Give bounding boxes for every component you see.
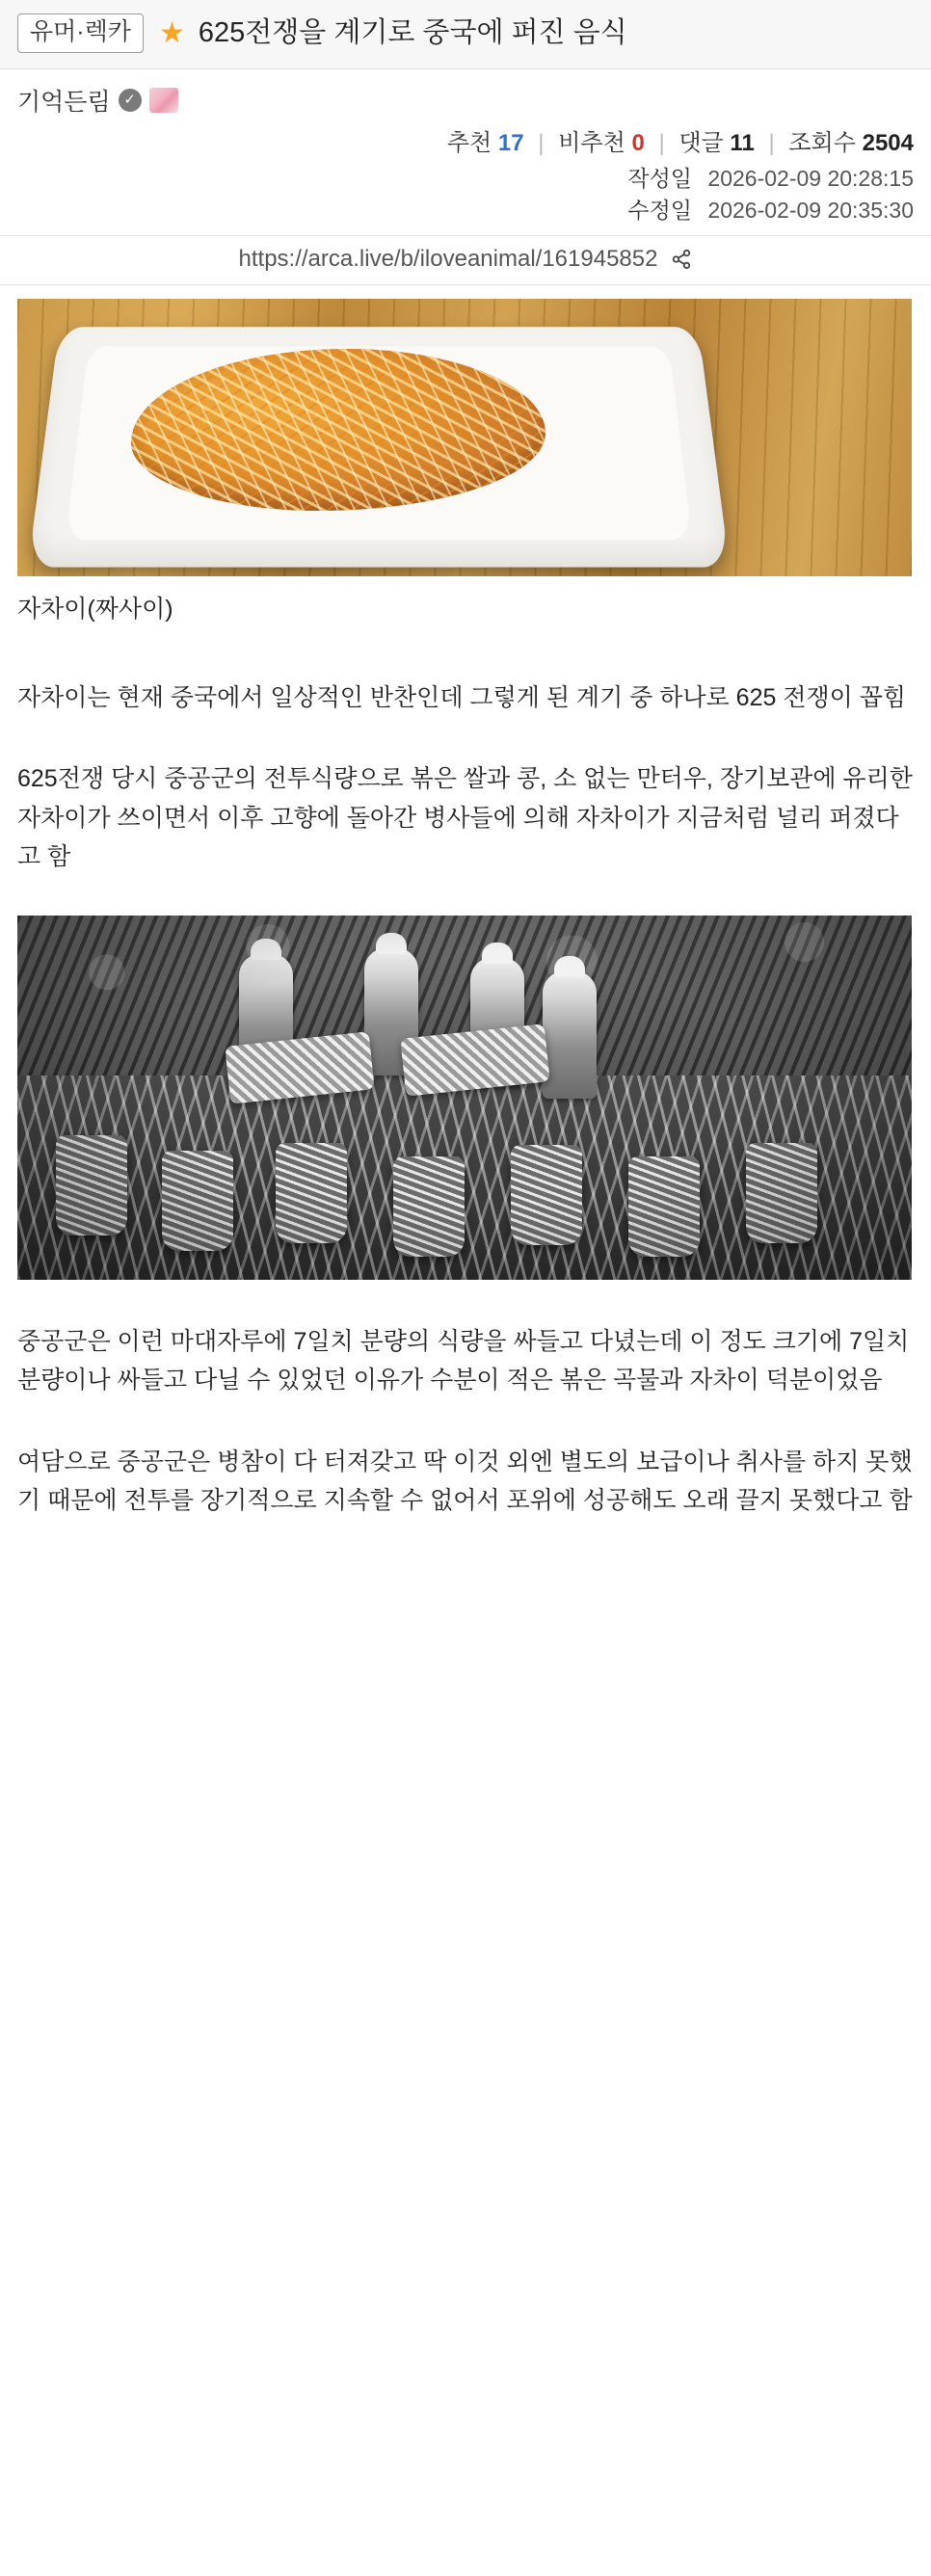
created-label: 작성일 xyxy=(627,166,693,191)
modified-date-row xyxy=(17,195,914,226)
photo-vignette xyxy=(17,916,912,1280)
post-url[interactable]: https://arca.live/b/iloveanimal/161945852 xyxy=(238,245,658,272)
created-value: 2026-02-09 20:28:15 xyxy=(707,166,914,191)
post-meta xyxy=(0,123,931,236)
views-count: 2504 xyxy=(862,130,914,156)
category-badge[interactable]: 유머·렉카 xyxy=(17,13,144,53)
created-date-row xyxy=(17,163,914,195)
page-title: 625전쟁을 계기로 중국에 퍼진 음식 xyxy=(198,17,627,49)
article-content xyxy=(0,285,931,1544)
upvote-count: 17 xyxy=(497,130,524,156)
post-header xyxy=(0,0,931,69)
author-name[interactable]: 기억든림 xyxy=(17,89,111,116)
verified-icon: ✓ xyxy=(119,89,142,112)
article-paragraph-3: 중공군은 이런 마대자루에 7일치 분량의 식량을 싸들고 다녔는데 이 정도 크기에 7일치 분량이나 싸들고 다닐 수 있었던 이유가 수분이 적은 볶은 곡물과 자차이 덕분이었음 xyxy=(17,1327,910,1394)
author-row xyxy=(0,69,931,123)
stat-separator-3: | xyxy=(768,130,775,156)
stat-separator-1: | xyxy=(538,130,545,156)
article-paragraph-2: 625전쟁 당시 중공군의 전투식량으로 볶은 쌀과 콩, 소 없는 만터우, 장기보관에 유리한 자차이가 쓰이면서 이후 고향에 돌아간 병사들에 의해 자차이가 지금처럼 널리 퍼졌다고 함 xyxy=(17,765,913,871)
url-share-row xyxy=(0,236,931,285)
author-emblem-icon xyxy=(149,88,178,113)
downvote-count: 0 xyxy=(631,130,645,156)
upvote-label: 추천 xyxy=(446,130,492,156)
downvote-label: 비추천 xyxy=(558,130,625,156)
article-image-dish[interactable] xyxy=(17,299,912,576)
post-stats xyxy=(17,123,914,163)
views-label: 조회수 xyxy=(788,130,856,156)
comment-count: 11 xyxy=(730,130,755,156)
article-paragraph-1: 자차이는 현재 중국에서 일상적인 반찬인데 그렇게 된 계기 중 하나로 625 전쟁이 꼽힘 xyxy=(17,683,907,711)
modified-value: 2026-02-09 20:35:30 xyxy=(707,198,914,224)
article-paragraph-4: 여담으로 중공군은 병참이 다 터져갖고 딱 이것 외엔 별도의 보급이나 취사를 하지 못했기 때문에 전투를 장기적으로 지속할 수 없어서 포위에 성공해도 오래 끌지 못했다고 함 xyxy=(17,1447,913,1515)
article-image-historical[interactable] xyxy=(17,916,912,1280)
image-caption: 자차이(짜사이) xyxy=(17,595,173,623)
food-shape xyxy=(131,349,545,511)
stat-separator-2: | xyxy=(658,130,665,156)
comment-label[interactable]: 댓글 xyxy=(678,130,724,156)
star-icon: ★ xyxy=(158,16,185,49)
modified-label: 수정일 xyxy=(627,198,693,224)
share-icon[interactable] xyxy=(671,247,692,272)
